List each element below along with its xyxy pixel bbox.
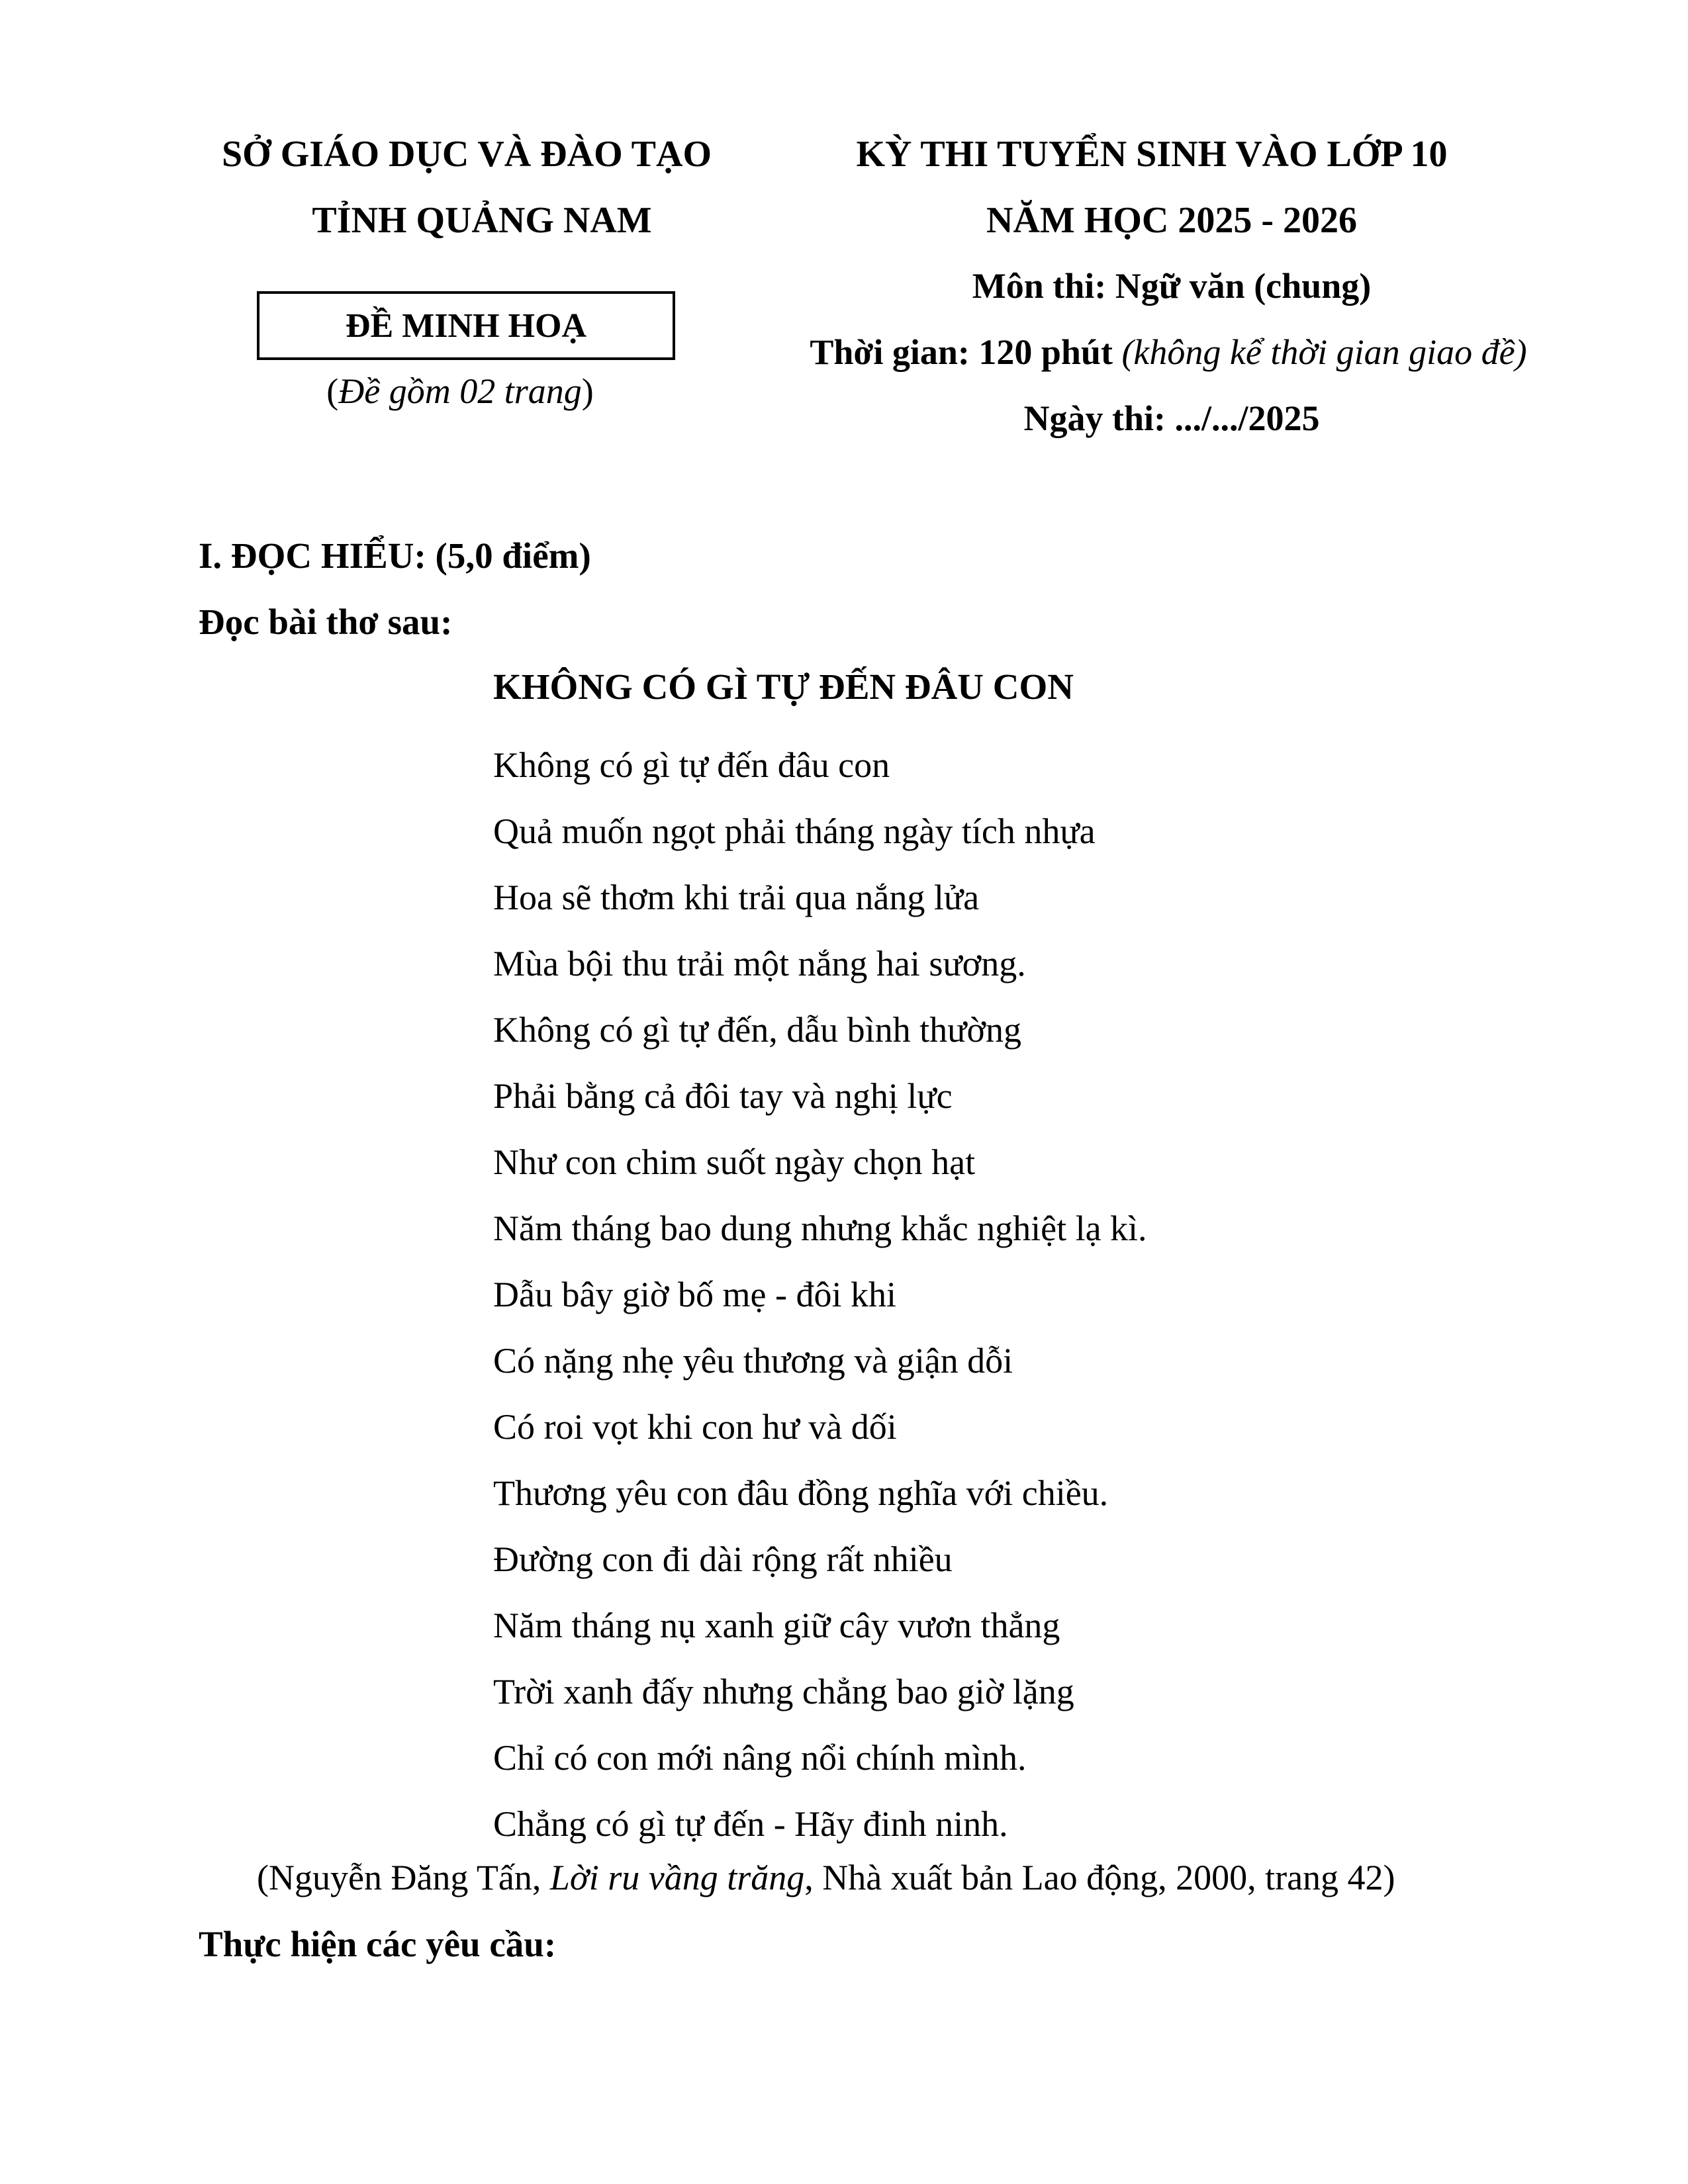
section-title: I. ĐỌC HIỂU: (5,0 điểm) (199, 535, 591, 576)
exam-duration (810, 334, 1526, 370)
exam-subject: Môn thi: Ngữ văn (chung) (972, 266, 1372, 306)
poem-line: Không có gì tự đến đâu con (493, 745, 890, 785)
poem-source (257, 1857, 1395, 1898)
poem-line: Như con chim suốt ngày chọn hạt (493, 1142, 976, 1182)
poem-title: KHÔNG CÓ GÌ TỰ ĐẾN ĐÂU CON (493, 666, 1074, 707)
poem-line: Chẳng có gì tự đến - Hãy đinh ninh. (493, 1804, 1008, 1844)
reading-prompt: Đọc bài thơ sau: (199, 602, 453, 642)
department-name: SỞ GIÁO DỤC VÀ ĐÀO TẠO (221, 134, 712, 175)
source-book-title: Lời ru vầng trăng (549, 1858, 805, 1897)
school-year: NĂM HỌC 2025 - 2026 (986, 200, 1357, 241)
poem-line: Đường con đi dài rộng rất nhiều (493, 1539, 953, 1579)
poem-line: Hoa sẽ thơm khi trải qua nắng lửa (493, 878, 980, 917)
source-publisher: , Nhà xuất bản Lao động, 2000, trang 42) (804, 1858, 1395, 1897)
task-heading: Thực hiện các yêu cầu: (199, 1924, 557, 1964)
poem-line: Năm tháng nụ xanh giữ cây vươn thẳng (493, 1606, 1060, 1645)
page-count-note: (Đề gồm 02 trang) (326, 371, 594, 411)
poem-line: Dẫu bây giờ bố mẹ - đôi khi (493, 1275, 896, 1314)
province-name: TỈNH QUẢNG NAM (312, 200, 652, 241)
poem-line: Quả muốn ngọt phải tháng ngày tích nhựa (493, 811, 1096, 851)
duration-note: (không kể thời gian giao đề) (1121, 332, 1527, 372)
source-author: (Nguyễn Đăng Tấn, (257, 1858, 550, 1897)
poem-line: Thương yêu con đâu đồng nghĩa với chiều. (493, 1473, 1109, 1513)
poem-line: Có roi vọt khi con hư và dối (493, 1407, 897, 1447)
poem-line: Chỉ có con mới nâng nổi chính mình. (493, 1738, 1027, 1778)
poem-line: Không có gì tự đến, dẫu bình thường (493, 1010, 1022, 1050)
poem-body (493, 732, 1147, 1857)
poem-line: Năm tháng bao dung nhưng khắc nghiệt lạ kì. (493, 1208, 1147, 1248)
poem-line: Phải bằng cả đôi tay và nghị lực (493, 1076, 953, 1116)
poem-line: Có nặng nhẹ yêu thương và giận dỗi (493, 1341, 1013, 1381)
sample-exam-badge: ĐỀ MINH HOẠ (257, 291, 675, 360)
exam-title: KỲ THI TUYỂN SINH VÀO LỚP 10 (856, 134, 1448, 175)
poem-line: Mùa bội thu trải một nắng hai sương. (493, 944, 1026, 983)
poem-line: Trời xanh đấy nhưng chẳng bao giờ lặng (493, 1672, 1074, 1711)
page-count-text: Đề gồm 02 trang (338, 371, 582, 411)
duration-label: Thời gian: 120 phút (810, 332, 1113, 372)
exam-date: Ngày thi: .../.../2025 (1023, 398, 1320, 438)
